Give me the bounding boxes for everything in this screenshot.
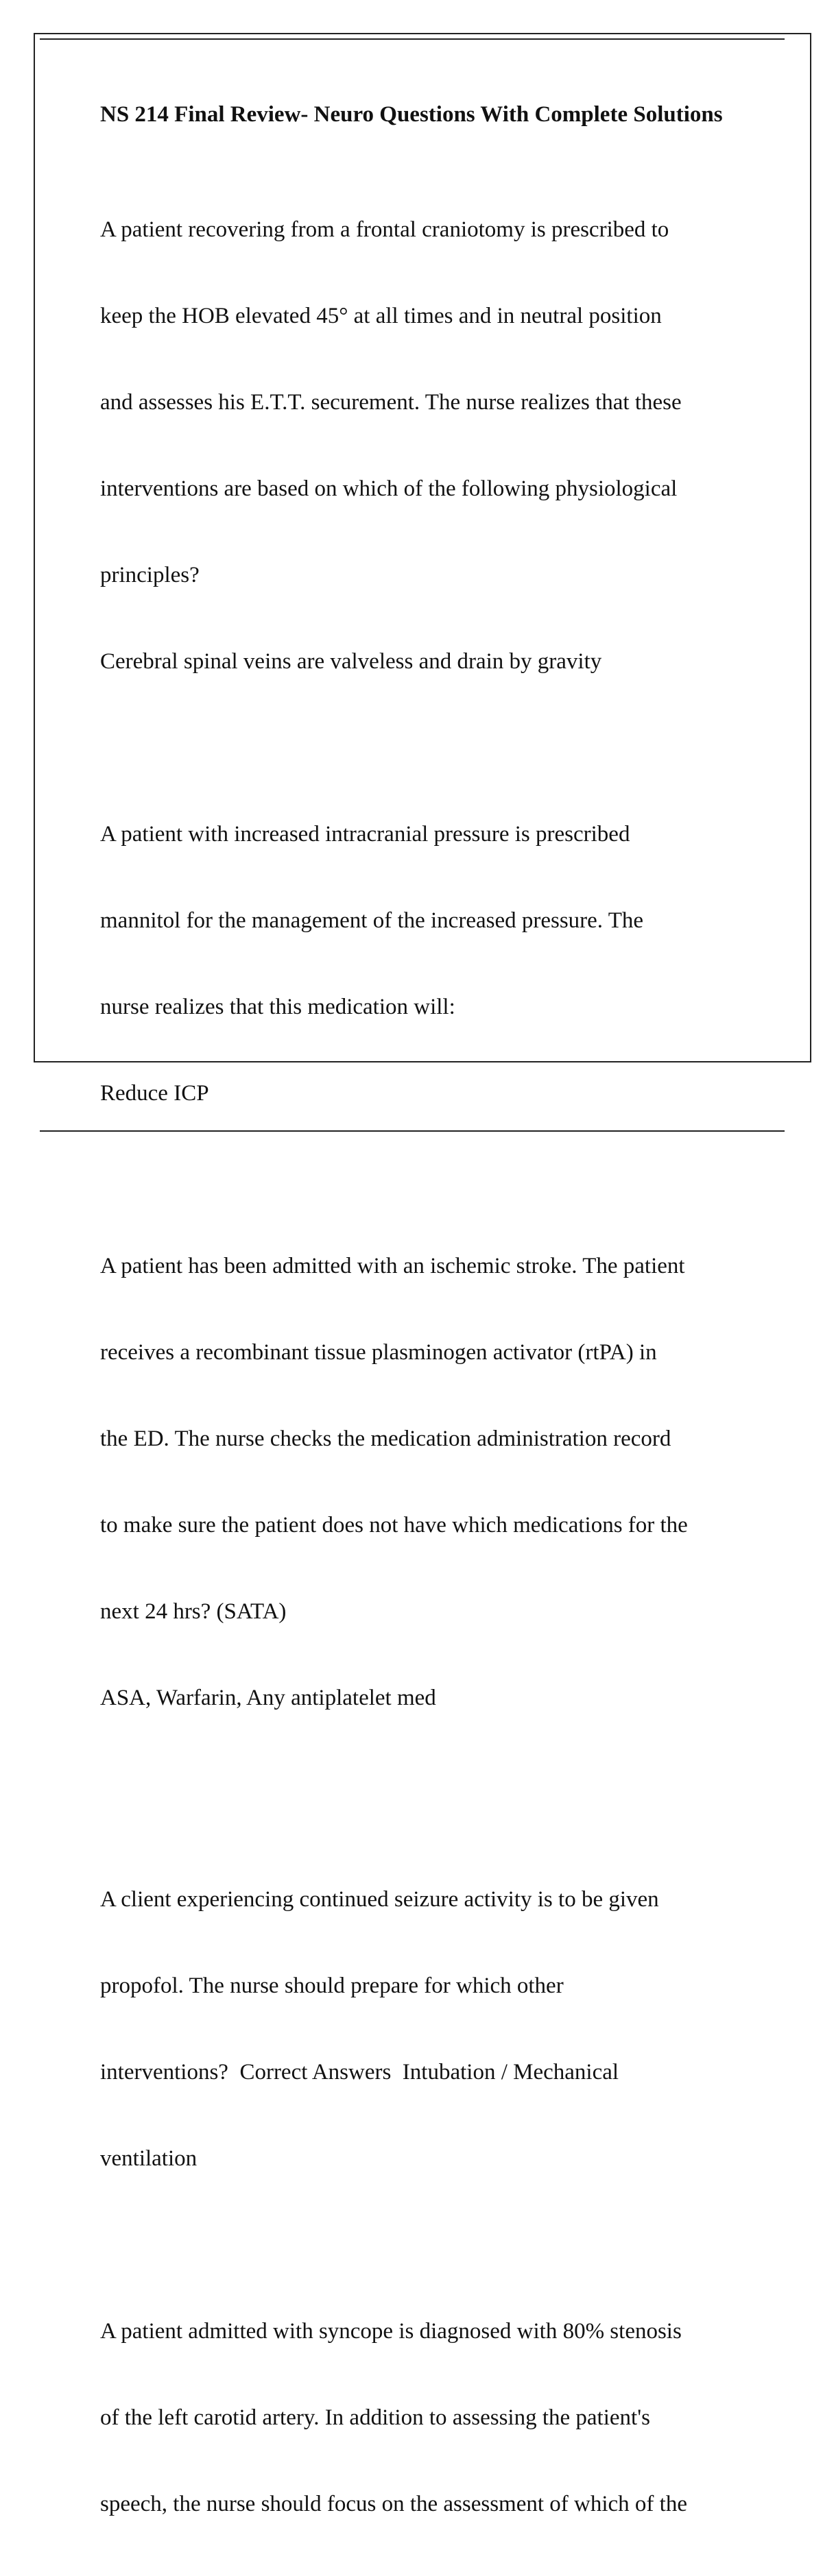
question-line: and assesses his E.T.T. securement. The nurse realizes that these xyxy=(100,390,682,415)
question-line: A client experiencing continued seizure activity is to be given xyxy=(100,1887,659,1912)
question-line: the ED. The nurse checks the medication administration record xyxy=(100,1426,671,1451)
question-line: principles? xyxy=(100,563,200,587)
question-line: interventions are based on which of the following physiological xyxy=(100,476,678,501)
question-line: keep the HOB elevated 45° at all times and in neutral position xyxy=(100,304,662,328)
question-line: propofol. The nurse should prepare for which other xyxy=(100,1973,564,1998)
question-line: to make sure the patient does not have which medications for the xyxy=(100,1513,688,1538)
question-block-4 xyxy=(100,1827,759,2231)
question-line: nurse realizes that this medication will: xyxy=(100,995,455,1019)
answer-line: Reduce ICP xyxy=(100,1081,209,1106)
question-line: interventions? Correct Answers Intubation / Mechanical xyxy=(100,2060,619,2085)
document-body xyxy=(100,100,759,2576)
question-block-5 xyxy=(100,2259,759,2576)
question-block-3 xyxy=(100,1194,759,1770)
question-line: A patient with increased intracranial pressure is prescribed xyxy=(100,822,630,847)
question-line: of the left carotid artery. In addition to assessing the patient's xyxy=(100,2405,650,2430)
bottom-divider xyxy=(40,1130,785,1132)
question-block-1 xyxy=(100,158,759,733)
question-line: speech, the nurse should focus on the assessment of which of the xyxy=(100,2492,687,2516)
document-title: NS 214 Final Review- Neuro Questions With Complete Solutions xyxy=(100,102,723,127)
question-line: A patient has been admitted with an ischemic stroke. The patient xyxy=(100,1254,685,1278)
question-line: A patient admitted with syncope is diagnosed with 80% stenosis xyxy=(100,2319,682,2344)
question-line: next 24 hrs? (SATA) xyxy=(100,1599,287,1624)
question-line: receives a recombinant tissue plasminogen activator (rtPA) in xyxy=(100,1340,657,1365)
top-divider xyxy=(40,38,785,40)
question-line: A patient recovering from a frontal craniotomy is prescribed to xyxy=(100,217,669,242)
question-block-2 xyxy=(100,762,759,1165)
answer-line: Cerebral spinal veins are valveless and drain by gravity xyxy=(100,649,602,674)
question-line: mannitol for the management of the increased pressure. The xyxy=(100,908,644,933)
answer-line: ASA, Warfarin, Any antiplatelet med xyxy=(100,1686,436,1710)
question-line: ventilation xyxy=(100,2146,198,2171)
